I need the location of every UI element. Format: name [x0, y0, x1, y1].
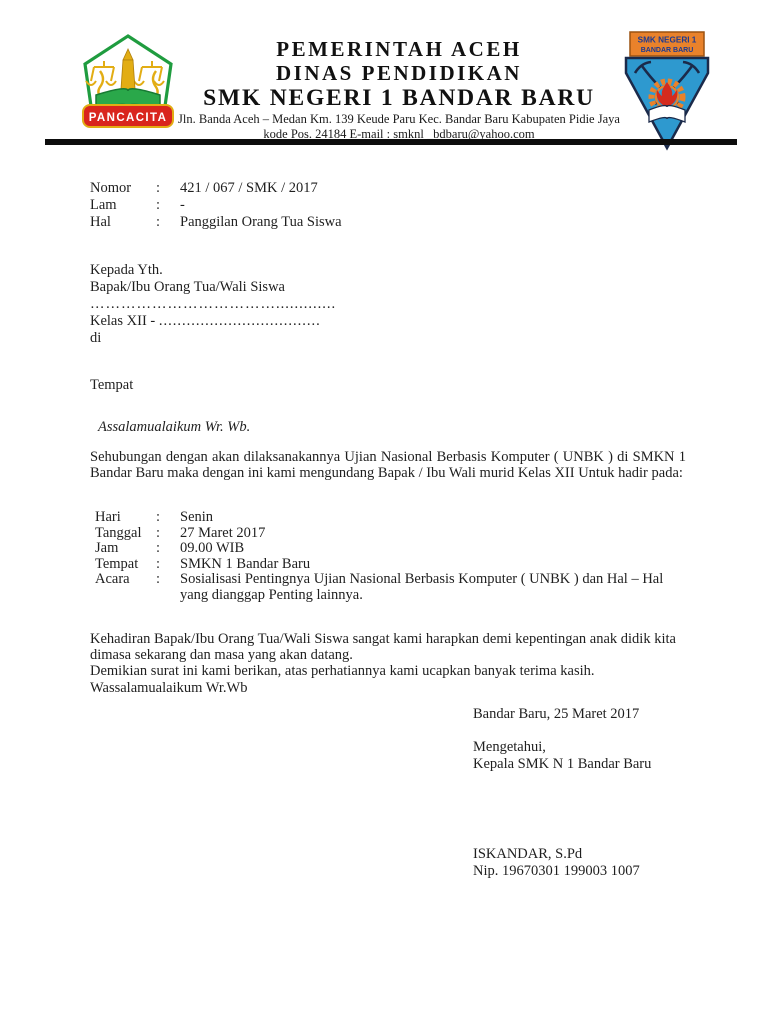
reference-block: [90, 180, 510, 232]
pancacita-banner-label: PANCACITA: [88, 112, 168, 124]
school-address: Jln. Banda Aceh – Medan Km. 139 Keude Paru Kec. Bandar Baru Kabupaten Pidie Jaya: [178, 112, 620, 126]
lampiran-label: Lam: [90, 197, 117, 214]
tanggal-row: Tanggal : 27 Maret 2017: [95, 526, 686, 542]
hal-row: Hal : Panggilan Orang Tua Siswa: [90, 214, 510, 231]
school-name: SMK NEGERI 1 BANDAR BARU: [203, 85, 595, 111]
signer-name: ISKANDAR, S.Pd: [473, 846, 583, 862]
schedule-block: [95, 510, 686, 604]
kepada-yth: Kepada Yth.: [90, 262, 163, 278]
smk-banner-line2: BANDAR BARU: [640, 47, 694, 54]
closing-paragraph-1: Kehadiran Bapak/Ibu Orang Tua/Wali Siswa sangat kami harapkan demi kepentingan anak didik kita dimasa sekarang dan masa yang akan datang.: [90, 631, 676, 664]
di-line: di: [90, 330, 102, 346]
letterhead-divider: [45, 139, 737, 145]
closing-salutation: Wassalamualaikum Wr.Wb: [90, 679, 248, 696]
lampiran-value: -: [180, 197, 185, 214]
recipient-name: Bapak/Ibu Orang Tua/Wali Siswa: [90, 279, 285, 295]
hal-value: Panggilan Orang Tua Siswa: [180, 214, 342, 231]
kelas-line: Kelas XII - ...................................: [90, 313, 321, 329]
smk-negeri-1-bandar-baru-emblem-icon: [621, 31, 713, 152]
hal-label: Hal: [90, 214, 111, 231]
kelas-fill-line: ...................................: [158, 313, 321, 329]
jam-row: Jam : 09.00 WIB: [95, 541, 686, 557]
signature-block: [473, 706, 733, 880]
school-postal-email: kode Pos. 24184 E-mail : smknl _bdbaru@yahoo.com: [263, 127, 535, 141]
nomor-row: Nomor : 421 / 067 / SMK / 2017: [90, 180, 510, 197]
department-name: DINAS PENDIDIKAN: [276, 61, 522, 85]
tempat-line: Tempat: [90, 377, 134, 393]
mengetahui-label: Mengetahui,: [473, 739, 546, 755]
signer-nip: Nip. 19670301 199003 1007: [473, 863, 640, 879]
letterhead-text: [120, 37, 678, 142]
smk-banner-line1: SMK NEGERI 1: [637, 35, 697, 45]
acara-value: Sosialisasi Pentingnya Ujian Nasional Berbasis Komputer ( UNBK ) dan Hal – Hal yang dianggap Penting lainnya.: [180, 571, 664, 603]
closing-block: [90, 631, 692, 696]
tanggal-value: 27 Maret 2017: [180, 524, 266, 541]
opening-salutation: Assalamualaikum Wr. Wb.: [98, 419, 251, 435]
recipient-fill-line: ……………………………….............: [90, 296, 337, 312]
nomor-label: Nomor: [90, 180, 132, 196]
opening-paragraph: Sehubungan dengan akan dilaksanakannya Ujian Nasional Berbasis Komputer ( UNBK ) di SMKN 1 Bandar Baru maka dengan ini kami mengundang Bapak / Ibu Wali murid Kelas XII Untuk hadir pada:: [90, 449, 686, 482]
hari-value: Senin: [180, 509, 214, 525]
hari-row: Hari : Senin: [95, 510, 686, 526]
lampiran-row: Lam : -: [90, 197, 510, 214]
nomor-value: 421 / 067 / SMK / 2017: [180, 180, 318, 196]
tempat-row: Tempat : SMKN 1 Bandar Baru: [95, 557, 686, 573]
government-name: PEMERINTAH ACEH: [276, 37, 522, 61]
closing-paragraph-2: Demikian surat ini kami berikan, atas perhatiannya kami ucapkan banyak terima kasih.: [90, 663, 595, 680]
letterhead: [0, 0, 768, 140]
acara-row: Acara : Sosialisasi Pentingnya Ujian Nasional Berbasis Komputer ( UNBK ) dan Hal – Hal yang dianggap Penting lainnya.: [95, 572, 686, 603]
jam-value: 09.00 WIB: [180, 540, 245, 557]
place-and-date: Bandar Baru, 25 Maret 2017: [473, 706, 640, 722]
tempat-value: SMKN 1 Bandar Baru: [180, 555, 311, 572]
recipient-block: [90, 262, 420, 394]
signer-title: Kepala SMK N 1 Bandar Baru: [473, 756, 652, 772]
